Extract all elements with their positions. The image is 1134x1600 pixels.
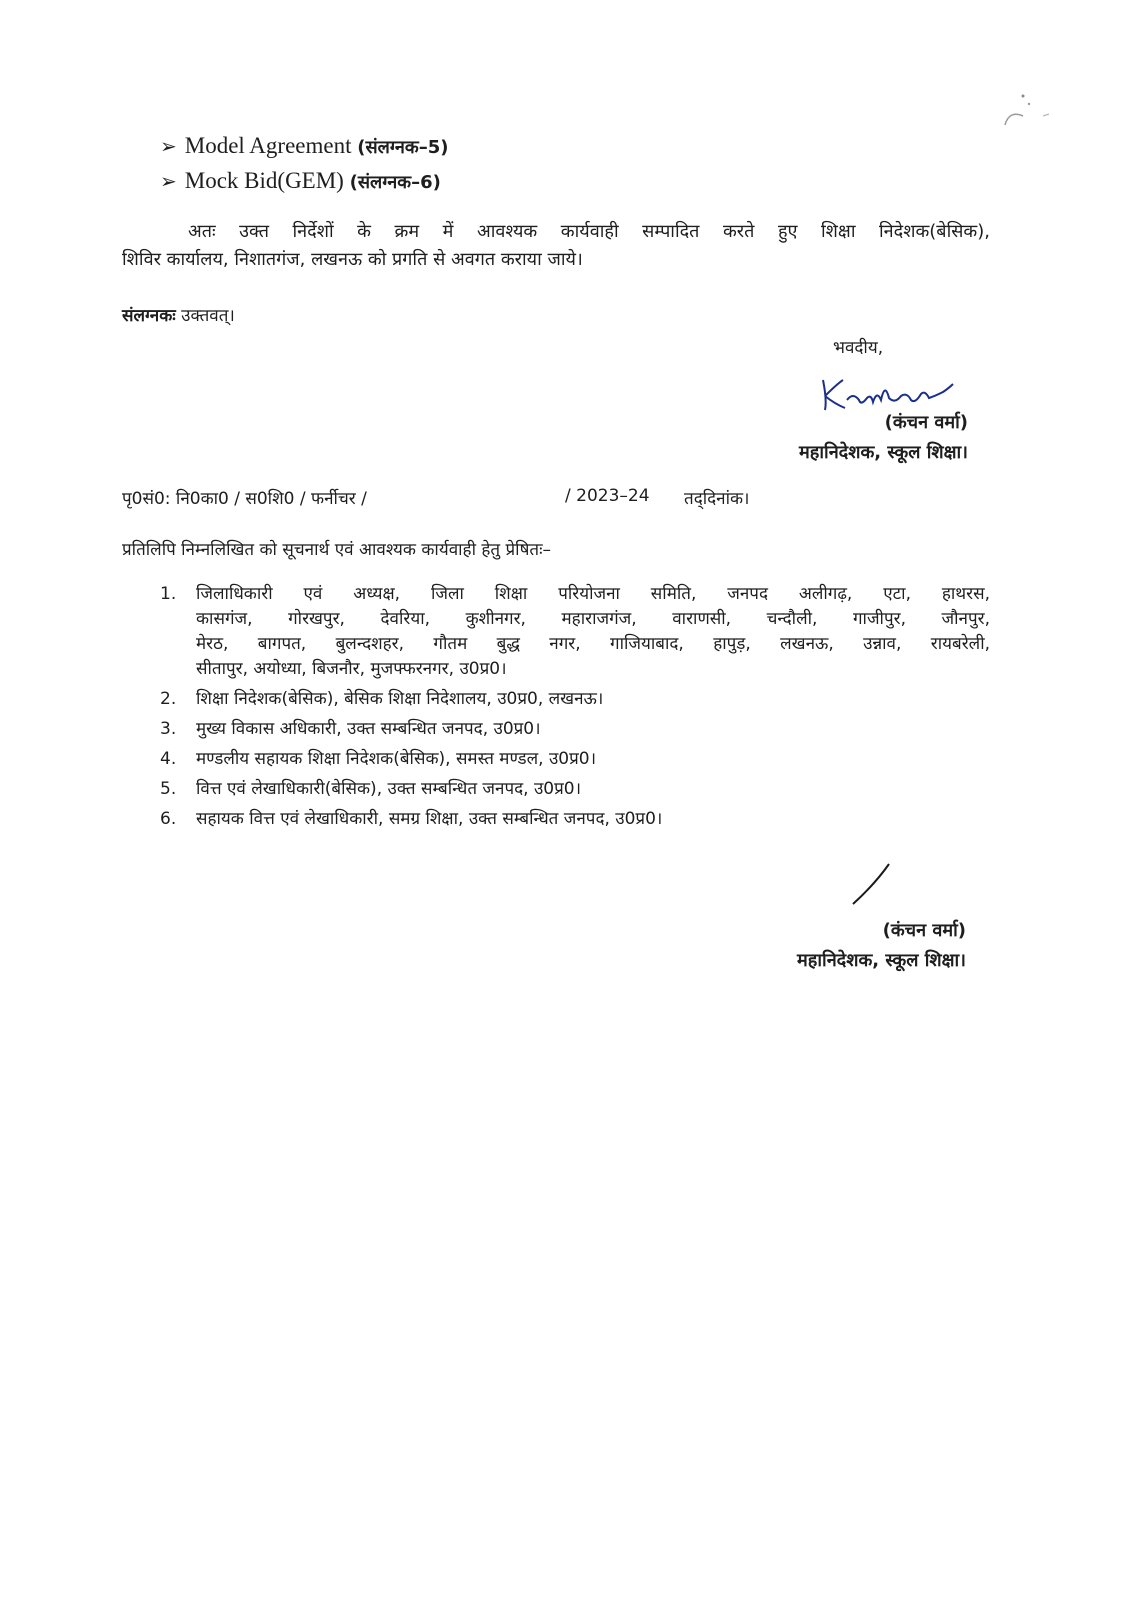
list-item [160, 717, 990, 742]
bullet-annex: (संलग्नक–5) [357, 137, 449, 158]
reference-dated: तद्‌दिनांक। [684, 489, 750, 509]
bullet-model-agreement [160, 133, 448, 159]
list-line: मुख्य विकास अधिकारी, उक्त सम्बन्धित जनपद, उ0प्र0। [196, 719, 541, 739]
list-number: 1. [160, 584, 177, 604]
list-item [160, 687, 990, 712]
initial-stroke [845, 860, 905, 910]
bullet-annex: (संलग्नक–6) [349, 172, 441, 193]
signatory-designation: महानिदेशक, स्कूल शिक्षा। [799, 442, 968, 463]
list-item [160, 747, 990, 772]
list-line: शिक्षा निदेशक(बेसिक), बेसिक शिक्षा निदेशालय, उ0प्र0, लखनऊ। [196, 689, 604, 709]
recipient-list [160, 582, 990, 837]
arrow-bullet-icon: ➢ [160, 134, 177, 158]
list-number: 3. [160, 719, 177, 739]
list-item [160, 582, 990, 682]
reference-number: पृ0सं0: नि0का0 / स0शि0 / फर्नीचर / [122, 489, 367, 509]
arrow-bullet-icon: ➢ [160, 169, 177, 193]
bullet-mock-bid [160, 168, 441, 194]
scan-mark [995, 80, 1075, 150]
signatory-name: (कंचन वर्मा) [884, 412, 968, 433]
enclosure-line [122, 303, 235, 326]
enclosure-value: उक्तवत्। [181, 306, 235, 326]
list-number: 5. [160, 779, 177, 799]
list-line: कासगंज, गोरखपुर, देवरिया, कुशीनगर, महाराजगंज, वाराणसी, चन्दौली, गाजीपुर, जौनपुर, [196, 609, 990, 629]
list-number: 2. [160, 689, 177, 709]
list-item [160, 777, 990, 802]
signatory-designation-bottom: महानिदेशक, स्कूल शिक्षा। [797, 950, 966, 971]
list-line: मण्डलीय सहायक शिक्षा निदेशक(बेसिक), समस्त मण्डल, उ0प्र0। [196, 749, 597, 769]
instruction-paragraph [122, 218, 990, 274]
copy-intro: प्रतिलिपि निम्नलिखित को सूचनार्थ एवं आवश्यक कार्यवाही हेतु प्रेषितः– [122, 540, 552, 560]
list-number: 4. [160, 749, 177, 769]
list-number: 6. [160, 809, 177, 829]
list-line: जिलाधिकारी एवं अध्यक्ष, जिला शिक्षा परियोजना समिति, जनपद अलीगढ़, एटा, हाथरस, [196, 584, 990, 604]
list-line: सीतापुर, अयोध्या, बिजनौर, मुजफ्फरनगर, उ0प्र0। [196, 659, 507, 679]
list-line: वित्त एवं लेखाधिकारी(बेसिक), उक्त सम्बन्धित जनपद, उ0प्र0। [196, 779, 582, 799]
bullet-label: Mock Bid(GEM) [184, 168, 344, 193]
list-line: सहायक वित्त एवं लेखाधिकारी, समग्र शिक्षा, उक्त सम्बन्धित जनपद, उ0प्र0। [196, 809, 663, 829]
reference-year: / 2023–24 [565, 486, 650, 506]
closing-salutation: भवदीय, [833, 338, 884, 358]
bullet-label: Model Agreement [184, 133, 352, 158]
paragraph-line: शिविर कार्यालय, निशातगंज, लखनऊ को प्रगति से अवगत कराया जाये। [122, 249, 583, 270]
enclosure-label: संलग्नकः [122, 306, 176, 326]
list-item [160, 807, 990, 832]
signatory-name-bottom: (कंचन वर्मा) [882, 920, 966, 941]
list-line: मेरठ, बागपत, बुलन्दशहर, गौतम बुद्ध नगर, गाजियाबाद, हापुड़, लखनऊ, उन्नाव, रायबरेली, [196, 634, 990, 654]
paragraph-line: अतः उक्त निर्देशों के क्रम में आवश्यक कार्यवाही सम्पादित करते हुए शिक्षा निदेशक(बेसिक), [188, 221, 990, 242]
